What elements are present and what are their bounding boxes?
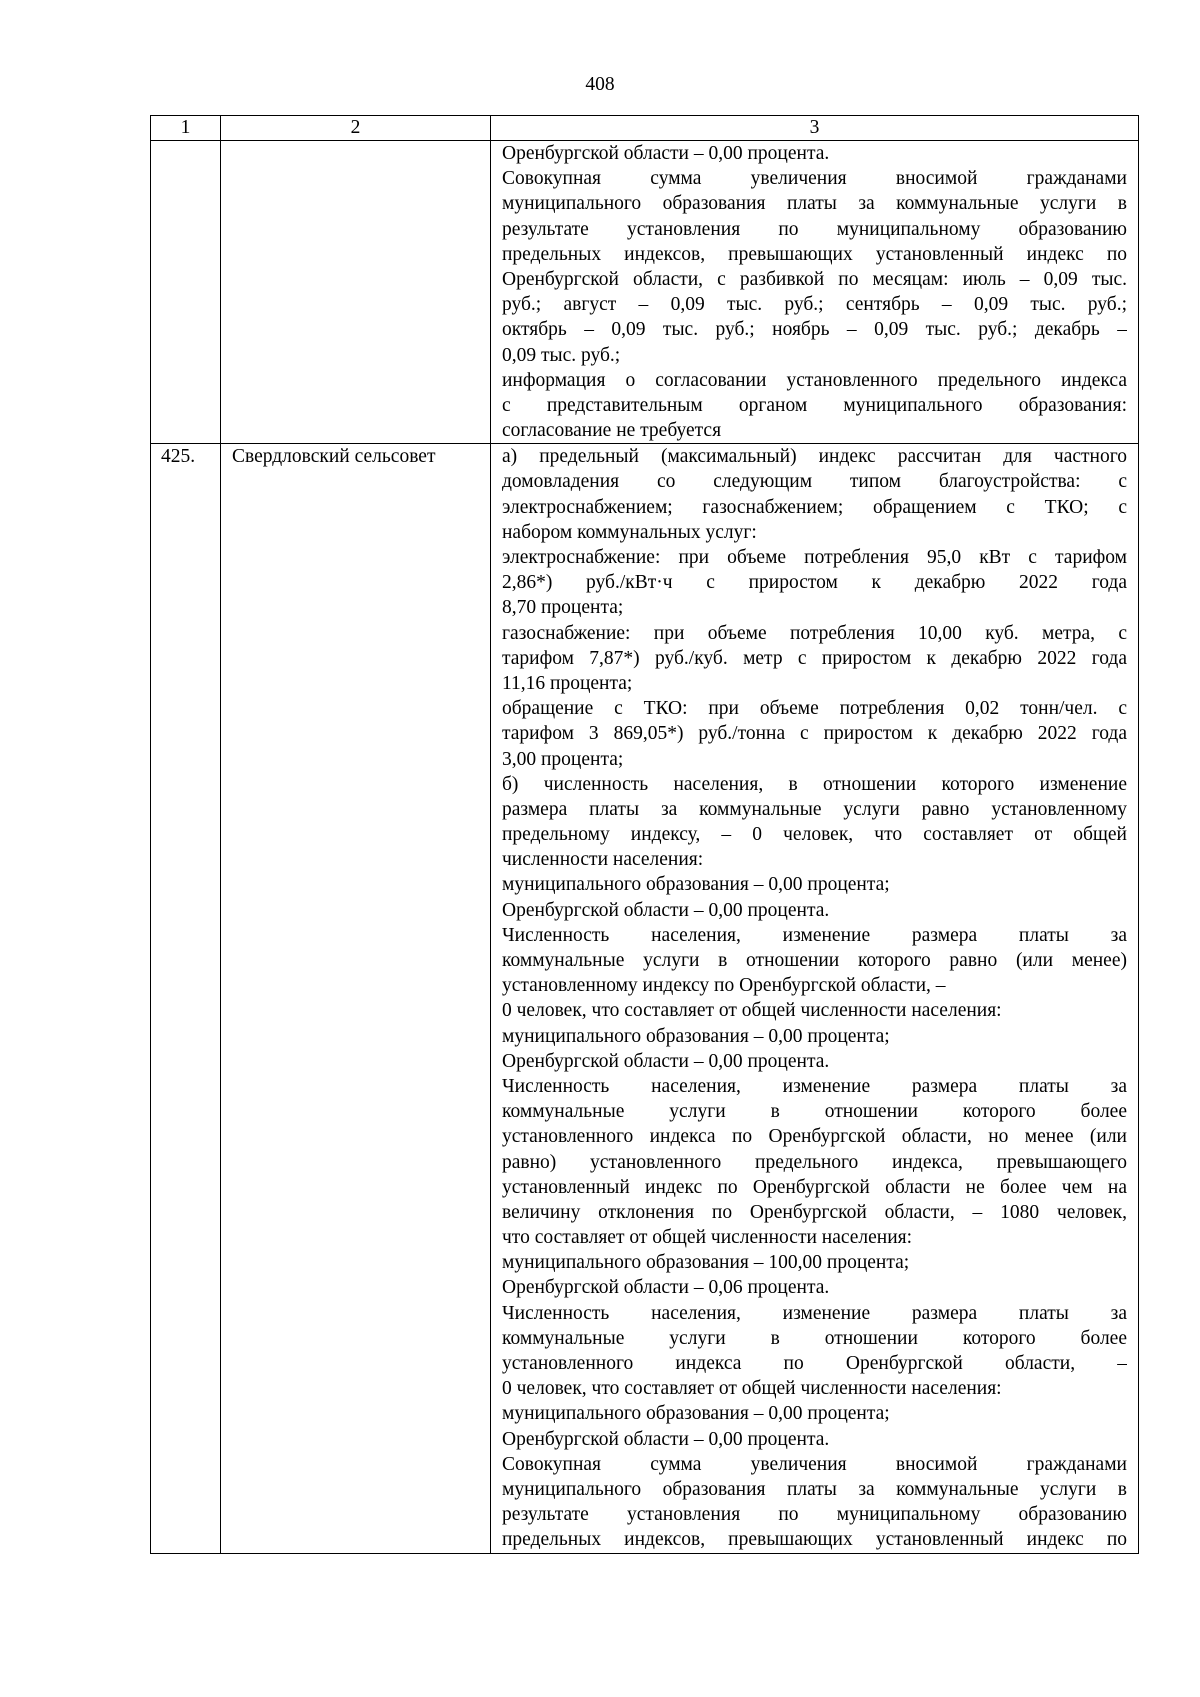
text-line: согласование не требуется	[502, 420, 722, 442]
text-line: коммунальные услуги в отношении которого равно (или менее)	[502, 950, 1127, 971]
text-line: тарифом 7,87*) руб./куб. метр с приростом к декабрю 2022 года	[502, 647, 1127, 669]
table-row	[151, 444, 1139, 1553]
text-line: набором коммунальных услуг:	[502, 521, 757, 543]
text-line: домовладения со следующим типом благоустройства: с	[502, 471, 1127, 493]
text-line: результате установления по муниципальному образованию	[502, 218, 1127, 240]
row-number	[151, 141, 221, 444]
table-header-row	[151, 116, 1139, 141]
municipality-name	[221, 141, 491, 444]
text-line: Оренбургской области – 0,06 процента.	[502, 1277, 830, 1299]
text-line: коммунальные услуги в отношении которого более	[502, 1101, 1127, 1123]
column-header-2: 2	[221, 116, 491, 141]
text-line: Совокупная сумма увеличения вносимой гражданами	[502, 168, 1127, 190]
row-number: 425.	[151, 444, 221, 1553]
text-line: тарифом 3 869,05*) руб./тонна с приростом к декабрю 2022 года	[502, 723, 1127, 745]
column-header-1: 1	[151, 116, 221, 141]
text-line: электроснабжение: при объеме потребления 95,0 кВт с тарифом	[502, 547, 1127, 568]
text-line: с представительным органом муниципального образования:	[502, 394, 1127, 416]
text-line: установленному индексу по Оренбургской области, –	[502, 975, 946, 997]
text-line: величину отклонения по Оренбургской области, – 1080 человек,	[502, 1201, 1127, 1223]
text-line: установленный индекс по Оренбургской области не более чем на	[502, 1176, 1127, 1198]
text-line: 3,00 процента;	[502, 748, 624, 770]
text-line: а) предельный (максимальный) индекс рассчитан для частного	[502, 446, 1127, 468]
text-line: предельных индексов, превышающих установленный индекс по	[502, 1529, 1127, 1551]
text-line: размера платы за коммунальные услуги равно установленному	[502, 798, 1127, 820]
text-line: газоснабжение: при объеме потребления 10,00 куб. метра, с	[502, 622, 1127, 644]
document-table	[150, 115, 1139, 1554]
table-row	[151, 141, 1139, 444]
text-line: руб.; август – 0,09 тыс. руб.; сентябрь – 0,09 тыс. руб.;	[502, 294, 1127, 316]
text-line: б) численность населения, в отношении которого изменение	[502, 773, 1127, 795]
text-line: коммунальные услуги в отношении которого более	[502, 1327, 1127, 1349]
text-line: установленного индекса по Оренбургской области, но менее (или	[502, 1126, 1127, 1148]
text-line: численности населения:	[502, 849, 704, 871]
text-line: 2,86*) руб./кВт·ч с приростом к декабрю 2022 года	[502, 572, 1127, 594]
text-line: обращение с ТКО: при объеме потребления 0,02 тонн/чел. с	[502, 698, 1127, 720]
text-line: муниципального образования – 0,00 процента;	[502, 1025, 890, 1047]
municipality-name: Свердловский сельсовет	[221, 444, 491, 1553]
row-content	[491, 141, 1139, 444]
text-line: Численность населения, изменение размера платы за	[502, 924, 1127, 946]
page-number: 408	[585, 74, 615, 95]
text-line: Совокупная сумма увеличения вносимой гражданами	[502, 1453, 1127, 1475]
text-line: предельному индексу, – 0 человек, что составляет от общей	[502, 824, 1127, 846]
row-content	[491, 444, 1139, 1553]
text-line: Оренбургской области – 0,00 процента.	[502, 899, 830, 921]
text-line: 8,70 процента;	[502, 597, 624, 619]
text-line: Оренбургской области – 0,00 процента.	[502, 143, 830, 164]
text-line: муниципального образования – 0,00 процента;	[502, 1403, 890, 1425]
text-line: информация о согласовании установленного предельного индекса	[502, 369, 1127, 391]
text-line: что составляет от общей численности населения:	[502, 1227, 913, 1249]
text-line: 11,16 процента;	[502, 672, 633, 694]
column-header-3: 3	[491, 116, 1139, 141]
text-line: Оренбургской области – 0,00 процента.	[502, 1050, 830, 1072]
text-line: 0 человек, что составляет от общей численности населения:	[502, 1378, 1002, 1400]
text-line: предельных индексов, превышающих установленный индекс по	[502, 243, 1127, 265]
text-line: октябрь – 0,09 тыс. руб.; ноябрь – 0,09 тыс. руб.; декабрь –	[502, 319, 1127, 341]
text-line: установленного индекса по Оренбургской области, –	[502, 1353, 1127, 1374]
text-line: муниципального образования – 100,00 процента;	[502, 1252, 910, 1274]
text-line: муниципального образования платы за коммунальные услуги в	[502, 1478, 1127, 1500]
text-line: электроснабжением; газоснабжением; обращением с ТКО; с	[502, 496, 1127, 518]
text-line: Оренбургской области, с разбивкой по месяцам: июль – 0,09 тыс.	[502, 268, 1127, 290]
text-line: Численность населения, изменение размера платы за	[502, 1075, 1127, 1097]
text-line: муниципального образования платы за коммунальные услуги в	[502, 193, 1127, 215]
text-line: результате установления по муниципальному образованию	[502, 1504, 1127, 1526]
text-line: равно) установленного предельного индекса, превышающего	[502, 1151, 1127, 1173]
text-line: Оренбургской области – 0,00 процента.	[502, 1428, 830, 1450]
text-line: муниципального образования – 0,00 процента;	[502, 874, 890, 896]
text-line: Численность населения, изменение размера платы за	[502, 1302, 1127, 1324]
text-line: 0,09 тыс. руб.;	[502, 344, 621, 366]
text-line: 0 человек, что составляет от общей численности населения:	[502, 1000, 1002, 1022]
